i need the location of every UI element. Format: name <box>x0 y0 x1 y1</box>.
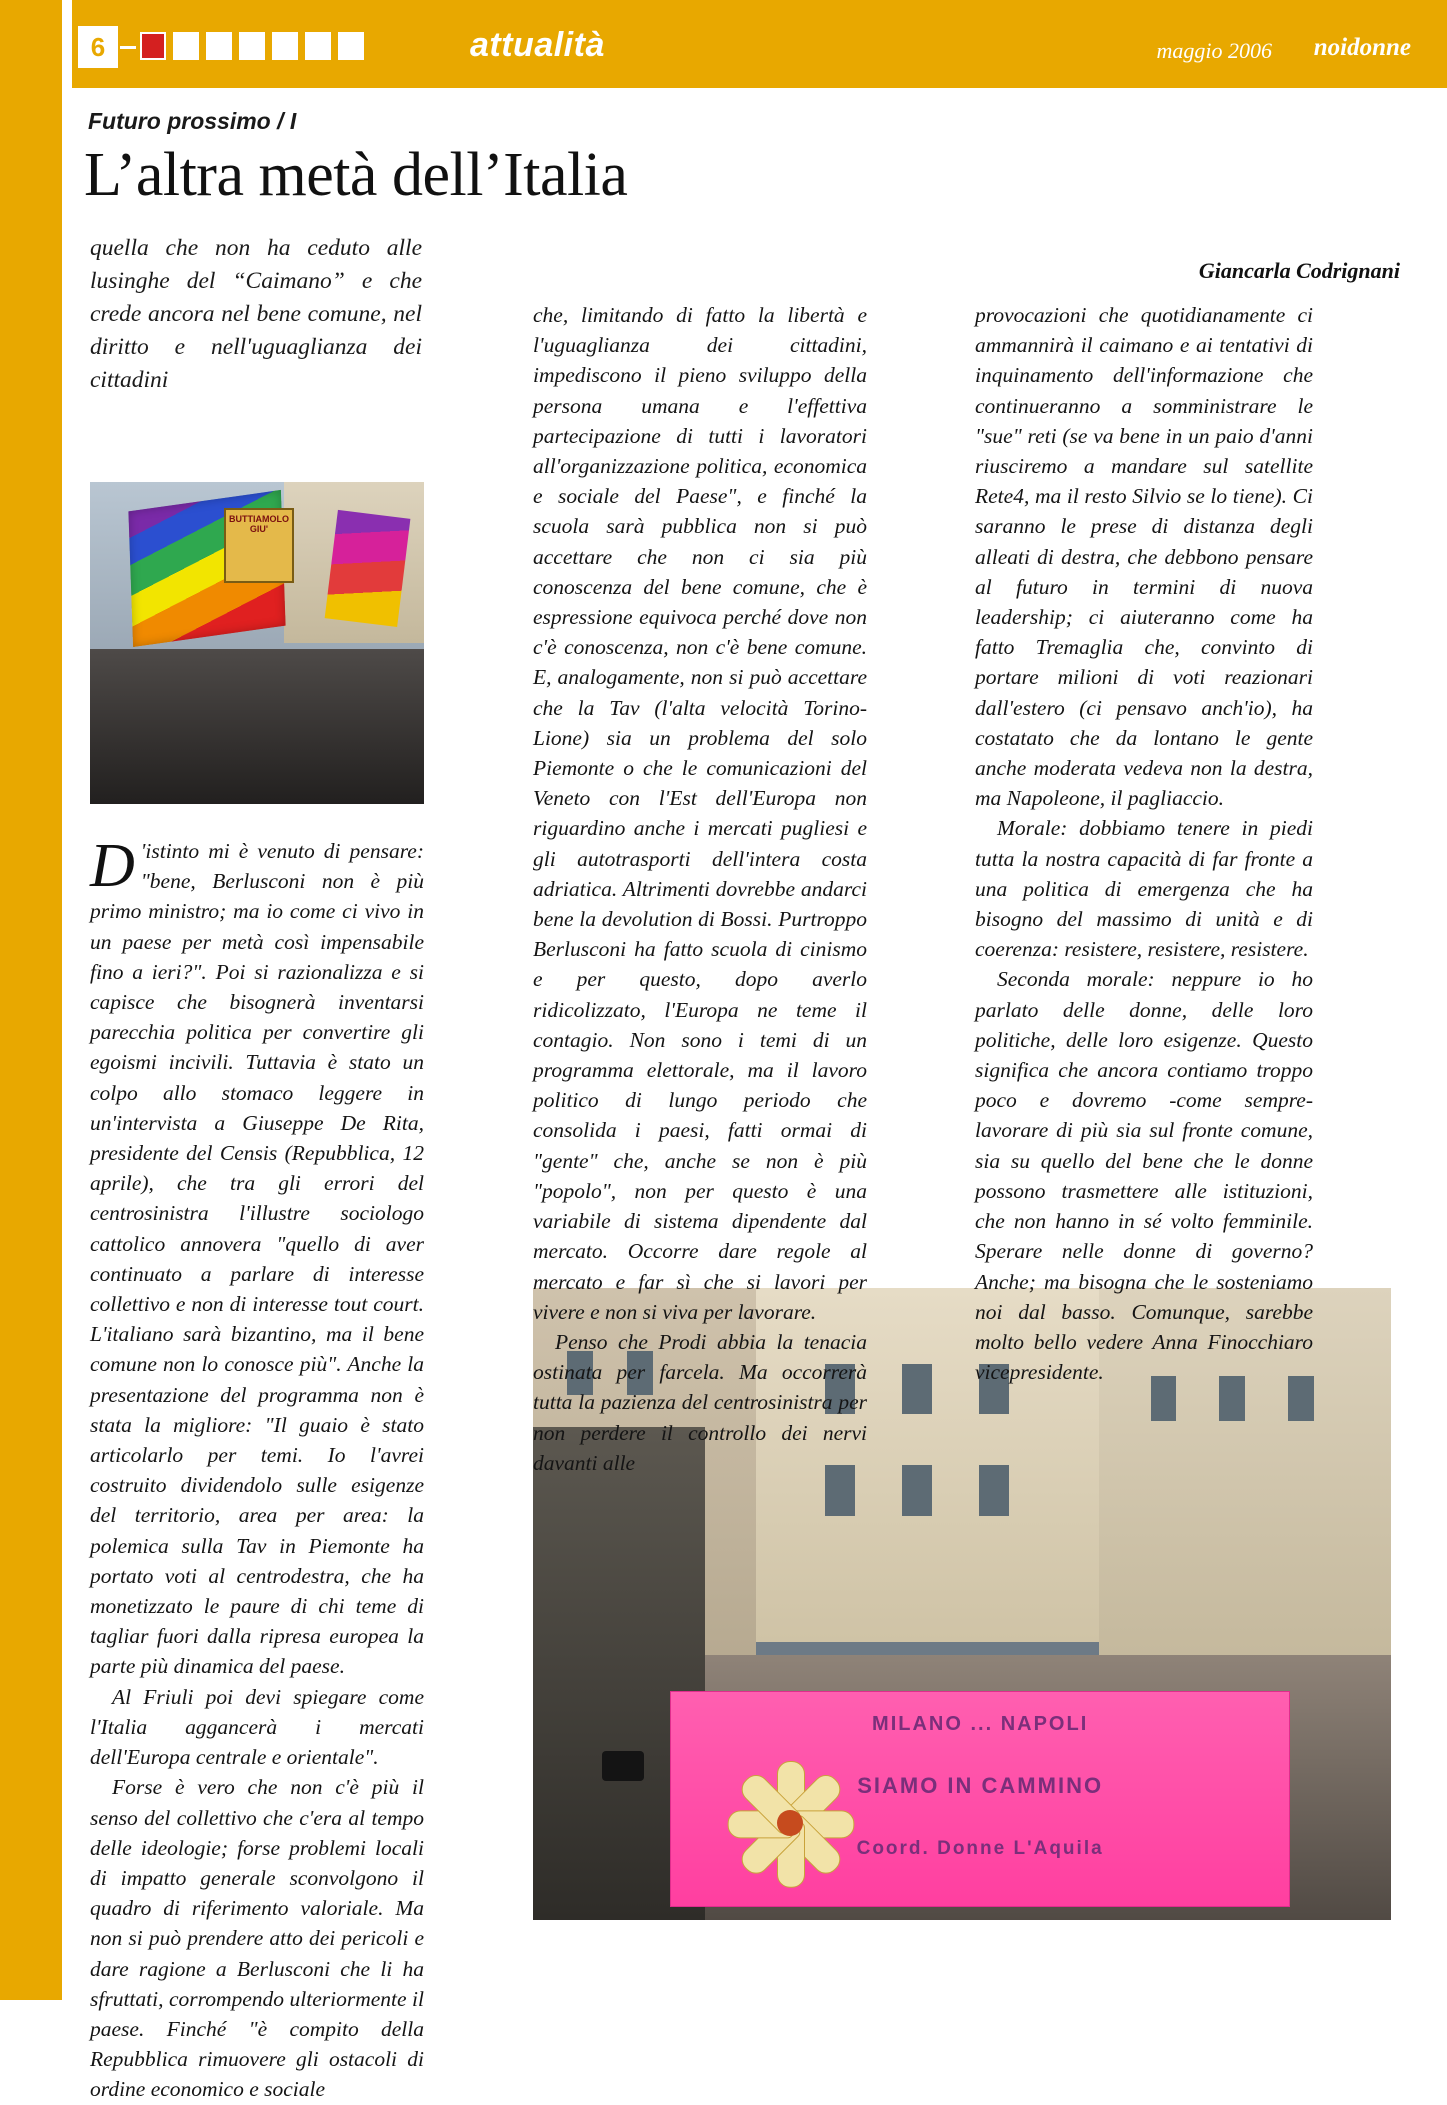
page-title: L’altra metà dell’Italia <box>84 141 628 209</box>
paragraph <box>533 300 867 1327</box>
issue-date: maggio 2006 <box>1156 38 1272 63</box>
protest-poster <box>224 508 295 583</box>
paragraph <box>975 300 1313 813</box>
secondary-flag <box>324 510 410 628</box>
header-square-7 <box>338 32 364 60</box>
poster-text: BUTTIAMOLO GIU' <box>228 513 289 534</box>
banner-line-3: Coord. Donne L'Aquila <box>856 1837 1104 1859</box>
protest-banner <box>670 1691 1290 1908</box>
camera-icon <box>602 1751 644 1781</box>
header-dash <box>120 46 136 49</box>
banner-line-1: MILANO ... NAPOLI <box>872 1712 1089 1735</box>
window <box>902 1465 932 1516</box>
paragraph-text: Al Friuli poi devi spiegare come l'Italia aggancerà i mercati dell'Europa centrale e orientale". <box>90 1684 424 1770</box>
paragraph-text: che, limitando di fatto la libertà e l'uguaglianza dei cittadini, impediscono il pieno sviluppo della persona umana e l'effettiva partecipazione di tutti i lavoratori all'organizzazione politica, economica e sociale del Paese", e finché la scuola sarà pubblica non si può accettare che non ci sia più conoscenza del bene comune, che è espressione equivoca perché dove non c'è conoscenza, non c'è bene comune. E, analogamente, non si può accettare che la Tav (l'alta velocità Torino-Lione) sia un problema del solo Piemonte o che le comunicazioni del Veneto con l'Est dell'Europa non riguardino anche i mercati pugliesi e gli autotrasporti dell'intera costa adriatica. Altrimenti dovrebbe andarci bene la devolution di Bossi. Purtroppo Berlusconi ha fatto scuola di cinismo e per questo, dopo averlo ridicolizzato, l'Europa ne teme il contagio. Non sono i temi di un programma elettorale, ma il lavoro politico di lungo periodo che consolida i paesi, fatti ormai di "gente" che, anche se non è più "popolo", non per questo è una variabile di sistema dipendente dal mercato. Occorre dare regole al mercato e far sì che si lavori per vivere e non si viva per lavorare. <box>533 303 867 1324</box>
section-title: attualità <box>470 26 605 64</box>
paper-flower-decoration <box>715 1748 865 1898</box>
window <box>979 1465 1009 1516</box>
body-column-2 <box>533 300 867 1475</box>
photo-top-crowd <box>90 649 424 804</box>
paragraph <box>533 1327 867 1478</box>
banner-line-2: SIAMO IN CAMMINO <box>857 1773 1104 1799</box>
flower-core <box>777 1810 803 1836</box>
article-byline: Giancarla Codrignani <box>1198 258 1400 283</box>
header-square-strip <box>140 32 364 60</box>
header-square-2 <box>173 32 199 60</box>
left-gold-rail <box>0 0 62 2000</box>
header-square-3 <box>206 32 232 60</box>
paragraph-text: provocazioni che quotidianamente ci ammannirà il caimano e ai tentativi di inquinamento dell'informazione che continueranno a somministrare le "sue" reti (se va bene in un paio d'anni riusciremo a mandare sul satellite Rete4, ma il resto Silvio se lo tiene). Ci saranno le prese di distanza degli alleati di destra, che debbono pensare al futuro in termini di nuova leadership; ci aiuteranno come ha fatto Tremaglia che, convinto di portare milioni di voti reazionari dall'estero (ci pensavo anch'io), ha costatato che da lontano le gente anche moderata vedeva non la destra, ma Napoleone, il pagliaccio. <box>975 303 1313 811</box>
header-square-4 <box>239 32 265 60</box>
paragraph <box>90 1772 424 2104</box>
paragraph <box>90 832 424 1682</box>
magazine-brand: noidonne <box>1313 34 1411 61</box>
paragraph-text: 'istinto mi è venuto di pensare: "bene, Berlusconi non è più primo ministro; ma io come ci vivo in un paese per metà così impensabile fino a ieri?". Poi si razionalizza e si capisce che bisognerà inventarsi parecchia politica per convertire gli egoismi incivili. Tuttavia è stato un colpo allo stomaco leggere in un'intervista a Giuseppe De Rita, presidente del Censis (Repubblica, 12 aprile), che tra gli errori del centrosinistra l'illustre sociologo cattolico annovera "quello di aver continuato a parlare di interesse collettivo e non di interesse tout court. L'italiano sarà bizantino, ma il bene comune non lo conosce più". Anche la presentazione del programma non è stata la migliore: "Il guaio è stato articolarlo per temi. Io l'avrei costruito dividendolo sulle esigenze del territorio, area per area: la polemica sulla Tav in Piemonte ha portato voti al centrodestra, che ha monetizzato le paure di chi teme di tagliar fuori dalla ripresa europea la parte più dinamica del paese. <box>90 839 424 1679</box>
header-square-5 <box>272 32 298 60</box>
page-number: 6 <box>78 26 118 68</box>
paragraph <box>90 1682 424 1773</box>
paragraph <box>975 964 1313 1387</box>
paragraph-text: Penso che Prodi abbia la tenacia ostinata per farcela. Ma occorrerà tutta la pazienza del centrosinistra per non perdere il controllo dei nervi davanti alle <box>533 1329 867 1475</box>
header-square-1 <box>140 32 166 60</box>
window <box>902 1364 932 1415</box>
header-square-6 <box>305 32 331 60</box>
article-standfirst: quella che non ha ceduto alle lusinghe del “Caimano” e che crede ancora nel bene comune, nel diritto e nell'uguaglianza dei cittadini <box>90 235 422 393</box>
body-column-3 <box>975 300 1313 1385</box>
body-column-1 <box>90 832 424 2102</box>
paragraph-text: Seconda morale: neppure io ho parlato delle donne, delle loro politiche, delle loro esigenze. Questo significa che ancora contiamo troppo poco e dovremo -come sempre- lavorare di più sia sul fronte comune, sia su quello del bene che le donne possono trasmettere alle istituzioni, che non hanno in sé volto femminile. Sperare nelle donne di governo? Anche; ma bisogna che le sosteniamo noi dal basso. Comunque, sarebbe molto bello vedere Anna Finocchiaro vicepresidente. <box>975 967 1313 1385</box>
photo-top <box>90 482 424 804</box>
paragraph <box>975 813 1313 964</box>
paragraph-text: Forse è vero che non c'è più il senso del collettivo che c'era al tempo delle ideologie; forse problemi locali di impatto generale sconvolgono il quadro di riferimento valoriale. Ma non si può prendere atto dei pericoli e dare ragione a Berlusconi che li ha sfruttati, corrompendo ulteriormente il paese. Finché "è compito della Repubblica rimuovere gli ostacoli di ordine economico e sociale <box>90 1775 424 2102</box>
article-kicker: Futuro prossimo / I <box>88 108 297 134</box>
paragraph-text: Morale: dobbiamo tenere in piedi tutta la nostra capacità di far fronte a una politica di emergenza che ha bisogno del massimo di unità e di coerenza: resistere, resistere, resistere. <box>975 816 1313 962</box>
drop-cap: D <box>90 832 135 900</box>
rail-white-gap <box>62 0 72 2000</box>
